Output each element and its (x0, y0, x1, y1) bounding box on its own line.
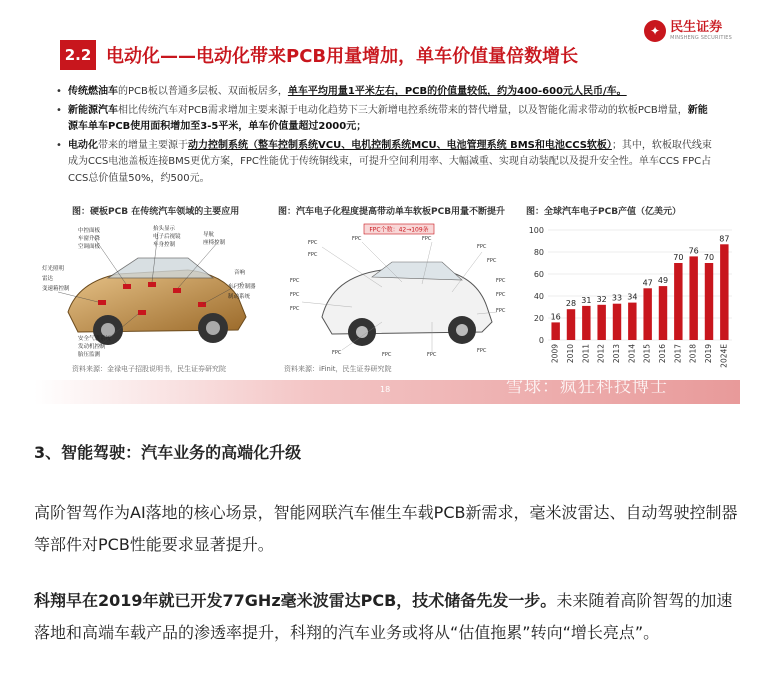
figure-source-2: 资料来源：iFinit，民生证券研究院 (284, 365, 392, 373)
x-tick-label: 2016 (658, 344, 667, 364)
y-tick-label: 60 (533, 270, 544, 279)
fpc-label: FPC (422, 236, 432, 242)
data-label: 70 (703, 253, 715, 262)
y-tick-label: 0 (538, 336, 544, 345)
data-label: 49 (657, 276, 669, 286)
section-heading: 3、智能驾驶：汽车业务的高端化升级 (34, 443, 302, 462)
y-tick-label: 100 (528, 226, 544, 235)
fpc-label: FPC (352, 236, 362, 242)
fpc-label: FPC (496, 308, 506, 314)
bar-2009 (551, 322, 559, 340)
bullet-lead: 传统燃油车 (68, 86, 118, 97)
brand-logo (644, 18, 732, 44)
car-fpc-diagram (282, 222, 516, 360)
bullet-item (56, 84, 716, 101)
data-label: 70 (673, 253, 684, 262)
fpc-label: FPC (382, 352, 392, 358)
bar-2017 (674, 263, 682, 340)
x-tick-label: 2024E (719, 344, 729, 368)
data-label: 32 (596, 294, 607, 304)
data-label: 28 (565, 299, 577, 309)
fpc-label: FPC (290, 306, 300, 312)
x-tick-label: 2012 (596, 344, 606, 364)
section-number: 2.2 (60, 40, 96, 70)
figure-caption-1: 图：硬板PCB 在传统汽车领域的主要应用 (72, 207, 240, 217)
fpc-label: FPC (477, 244, 487, 250)
logo-en: MINSHENG SECURITIES (670, 35, 732, 41)
fpc-label: FPC (496, 292, 506, 298)
x-tick-label: 2014 (627, 344, 637, 364)
bar-2011 (582, 306, 590, 340)
data-label: 16 (550, 312, 561, 322)
bullet-item (56, 138, 716, 188)
x-tick-label: 2013 (612, 344, 621, 364)
fpc-label: FPC (427, 352, 437, 358)
bar-2019 (705, 263, 713, 340)
car-label: 胎压监测 (78, 352, 101, 358)
fpc-label: FPC (308, 240, 318, 246)
bullet-lead: 电动化 (68, 139, 98, 151)
fpc-label: FPC (496, 278, 506, 284)
logo-mark-icon: ✦ (644, 20, 666, 42)
bar-2015 (643, 288, 651, 340)
car-label: 导航 (203, 232, 215, 238)
bullet-item (56, 103, 716, 136)
y-tick-label: 40 (533, 292, 544, 301)
bullet-text-tail: ；其中，软板取代线束成为CCS电池盖板连接BMS更优方案，FPC性能优于传统铜线束，可提升空间利用率、大幅减重、实现自动装配以及提升安全性。单车CCS FPC占CCS总价值量50%，约500元。 (68, 139, 712, 184)
car-label: 安全气囊系统 (78, 336, 112, 342)
car-label: 音响 (234, 270, 246, 276)
slide-title: 电动化——电动化带来PCB用量增加，单车价值量倍数增长 (106, 46, 579, 67)
y-tick-label: 80 (533, 248, 544, 257)
fpc-label: FPC (290, 292, 300, 298)
x-tick-label: 2011 (581, 344, 591, 364)
car-label: 车身控制 (153, 242, 176, 248)
car-label: 发动机控制 (78, 344, 106, 350)
paragraph-1: 高阶智驾作为AI落地的核心场景，智能网联汽车催生车载PCB新需求，毫米波雷达、自动驾驶控制器等部件对PCB性能要求显著提升。 (34, 503, 738, 554)
slide-title-row (60, 40, 578, 70)
bullet-text: 带来的增量主要源于 (98, 139, 188, 151)
bullet-emphasis: 新能源车单车PCB使用面积增加至3-5平米，单车价值量超过2000元； (68, 104, 708, 132)
figure-caption-2: 图：汽车电子化程度提高带动单车软板PCB用量不断提升 (278, 207, 506, 217)
bar-2016 (659, 286, 667, 340)
bullet-emphasis: 动力控制系统（整车控制系统VCU、电机控制系统MCU、电池管理系统 BMS和电池CCS软板） (188, 139, 612, 151)
paragraph-2-bold: 科翔早在2019年就已开发77GHz毫米波雷达PCB，技术储备先发一步。 (34, 591, 557, 610)
data-label: 33 (611, 293, 623, 303)
bullet-list (56, 84, 716, 189)
figure-caption-3: 图：全球汽车电子PCB产值（亿美元） (526, 207, 682, 217)
bullet-text: 相比传统汽车对PCB需求增加主要来源于电动化趋势下三大新增电控系统带来的替代增量，以及智能化需求带动的软板PCB增量， (118, 104, 688, 116)
data-label: 34 (627, 292, 638, 302)
bar-2018 (689, 256, 697, 340)
logo-cn: 民生证券 (670, 20, 723, 35)
page-number: 18 (380, 385, 391, 394)
fpc-label: FPC (477, 348, 487, 354)
bar-2024E (720, 244, 728, 340)
x-tick-label: 2015 (642, 344, 652, 364)
car-label: 车窗升降 (78, 236, 101, 242)
car-label: 座椅控制 (203, 240, 226, 246)
car-label: 空调面板 (78, 244, 101, 250)
report-slide (34, 4, 740, 404)
paragraph-2 (34, 585, 740, 649)
x-tick-label: 2019 (704, 344, 713, 364)
data-label: 31 (581, 295, 592, 305)
data-label: 47 (642, 278, 653, 288)
fpc-label: FPC (290, 278, 300, 284)
car-label: 雷达 (42, 276, 54, 282)
data-label: 76 (688, 246, 699, 256)
data-label: 87 (719, 234, 730, 244)
x-tick-label: 2018 (688, 344, 698, 364)
car-pcb-diagram (38, 222, 264, 360)
car-label: 抬头显示 (153, 226, 176, 232)
x-tick-label: 2009 (550, 344, 560, 364)
watermark: 雪球：疯狂科技博士 (506, 377, 668, 397)
fpc-count-badge: FPC个数：42→109条 (369, 226, 429, 234)
paragraph-2-rest: 未来随着高阶智驾的加速落地和高端车载产品的渗透率提升，科翔的汽车业务或将从“估值拖累”转向“增长亮点”。 (34, 591, 733, 642)
x-tick-label: 2017 (673, 344, 683, 364)
car-label: 车门控制器 (228, 284, 256, 290)
bullet-text: 的PCB板以普通多层板、双面板居多， (118, 86, 288, 97)
car-label: 灯光照明 (42, 266, 65, 272)
car-label: 变速箱控制 (42, 286, 70, 292)
y-tick-label: 20 (533, 314, 544, 323)
car-label: 电子后视镜 (153, 234, 181, 240)
pcb-output-chart (524, 222, 736, 372)
bar-2012 (597, 305, 605, 340)
bullet-lead: 新能源汽车 (68, 104, 118, 116)
bar-2014 (628, 303, 636, 340)
car-label: 制动系统 (228, 294, 251, 300)
bar-2013 (613, 304, 621, 340)
bar-2010 (567, 309, 575, 340)
figure-source-1: 资料来源：金禄电子招股说明书，民生证券研究院 (72, 365, 226, 373)
fpc-label: FPC (332, 350, 342, 356)
car-label: 中控面板 (78, 228, 101, 234)
fpc-label: FPC (487, 258, 497, 264)
fpc-label: FPC (308, 252, 318, 258)
x-tick-label: 2010 (566, 344, 575, 364)
bullet-emphasis: 单车平均用量1平米左右，PCB的价值量较低，约为400-600元人民币/车。 (287, 86, 627, 97)
